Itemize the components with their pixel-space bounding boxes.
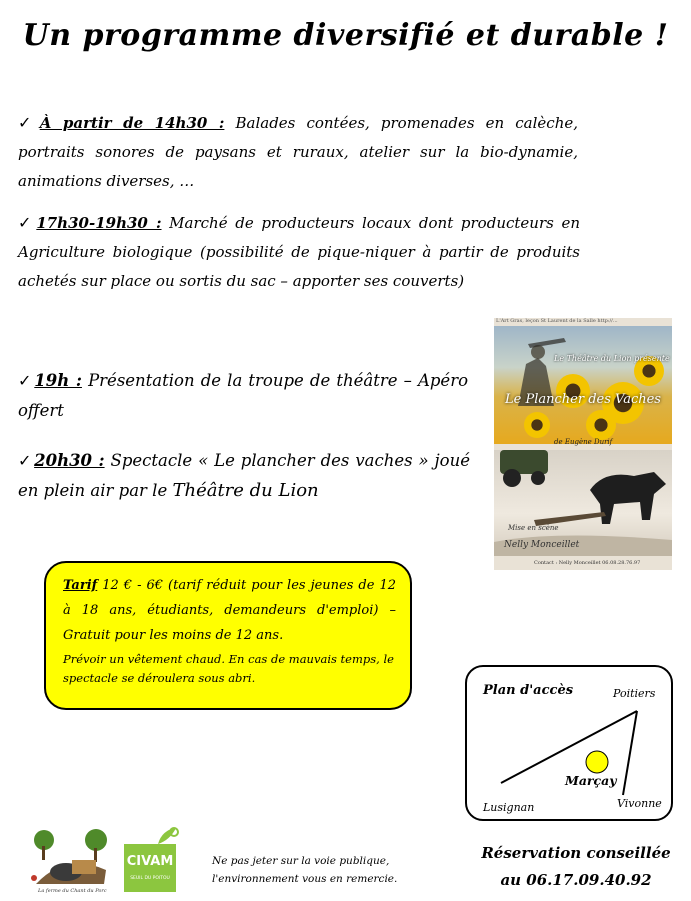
map-label-vivonne: Vivonne: [617, 797, 662, 810]
checkmark-icon: ✓: [18, 113, 38, 132]
reservation-label: Réservation conseillée: [481, 844, 671, 862]
program-time: 20h30 :: [34, 451, 105, 470]
access-map: [465, 665, 673, 821]
sunflower-icon: [524, 412, 550, 438]
program-item-market: [18, 208, 580, 296]
page-title: Un programme diversifié et durable !: [22, 18, 669, 53]
theatre-name: Théâtre du Lion: [172, 480, 319, 501]
checkmark-icon: ✓: [18, 213, 35, 232]
tarif-box: [44, 561, 412, 710]
poster-header: L'Art Gras, leçon St Laurent de la Salle http://...: [496, 318, 618, 324]
program-time: 19h :: [34, 371, 82, 390]
program-time: À partir de 14h30 :: [39, 114, 225, 132]
tarif-label: Tarif: [63, 578, 98, 593]
poster-mise-en-scene: Mise en scène: [508, 524, 559, 532]
farm-logo-icon: [26, 826, 112, 888]
reservation-phone: au 06.17.09.40.92: [500, 871, 652, 889]
civam-logo: [124, 826, 182, 896]
poster-presents: Le Théâtre du Lion présente: [554, 354, 670, 363]
civam-box: [124, 844, 176, 892]
checkmark-icon: ✓: [18, 451, 33, 470]
map-label-lusignan: Lusignan: [483, 801, 535, 814]
show-poster: [494, 318, 672, 570]
leaf-icon: [124, 826, 182, 846]
farm-logo: [26, 826, 112, 898]
checkmark-icon: ✓: [18, 371, 33, 390]
weather-note: Prévoir un vêtement chaud. En cas de mauvais temps, le spectacle se déroulera sous abri.: [63, 652, 394, 685]
tarif-details: 12 € - 6€ (tarif réduit pour les jeunes de 12 à 18 ans, étudiants, demandeurs d'emploi) – Gratuit pour les moins de 12 ans.: [63, 578, 396, 643]
tarif-text: [63, 573, 396, 648]
program-item-show: [18, 446, 470, 506]
program-text: Présentation de la troupe de théâtre – Apéro offert: [18, 371, 469, 420]
poster-director: Nelly Monceillet: [504, 540, 580, 550]
poster-photo-sunflowers: [494, 326, 672, 444]
map-label-marcay: Marçay: [565, 773, 617, 788]
program-item-troupe: [18, 366, 468, 426]
civam-subtitle: SEUIL DU POITOU: [130, 876, 170, 881]
map-label-poitiers: Poitiers: [613, 687, 656, 700]
reservation: [466, 840, 686, 894]
poster-title: Le Plancher des Vaches: [505, 392, 661, 407]
sunflower-icon: [586, 410, 616, 440]
poster-author: de Eugène Durif: [554, 438, 613, 446]
footer-note: [212, 852, 397, 888]
program-item-afternoon: [18, 108, 578, 196]
footer-line-2: l'environnement vous en remercie.: [212, 873, 398, 885]
program-text: Marché de producteurs locaux dont producteurs en Agriculture biologique (possibilité de pique-niquer à partir de produits achetés sur place ou sortis du sac – apporter ses couverts): [18, 214, 581, 290]
footer-line-1: Ne pas jeter sur la voie publique,: [212, 855, 390, 867]
program-text: Spectacle « Le plancher des vaches » joué en plein air par le: [18, 451, 471, 500]
program-time: 17h30-19h30 :: [36, 214, 162, 232]
map-title: Plan d'accès: [483, 683, 574, 698]
marcay-location-icon: [586, 751, 608, 773]
poster-contact: Contact : Nelly Monceillet 06.08.28.76.97: [534, 560, 641, 566]
civam-name: CIVAM: [126, 854, 174, 869]
program-text: Balades contées, promenades en calèche, portraits sonores de paysans et ruraux, atelier sur la bio-dynamie, animations diverses, …: [18, 114, 579, 190]
farm-logo-caption: La ferme du Chant du Porc: [38, 888, 107, 894]
